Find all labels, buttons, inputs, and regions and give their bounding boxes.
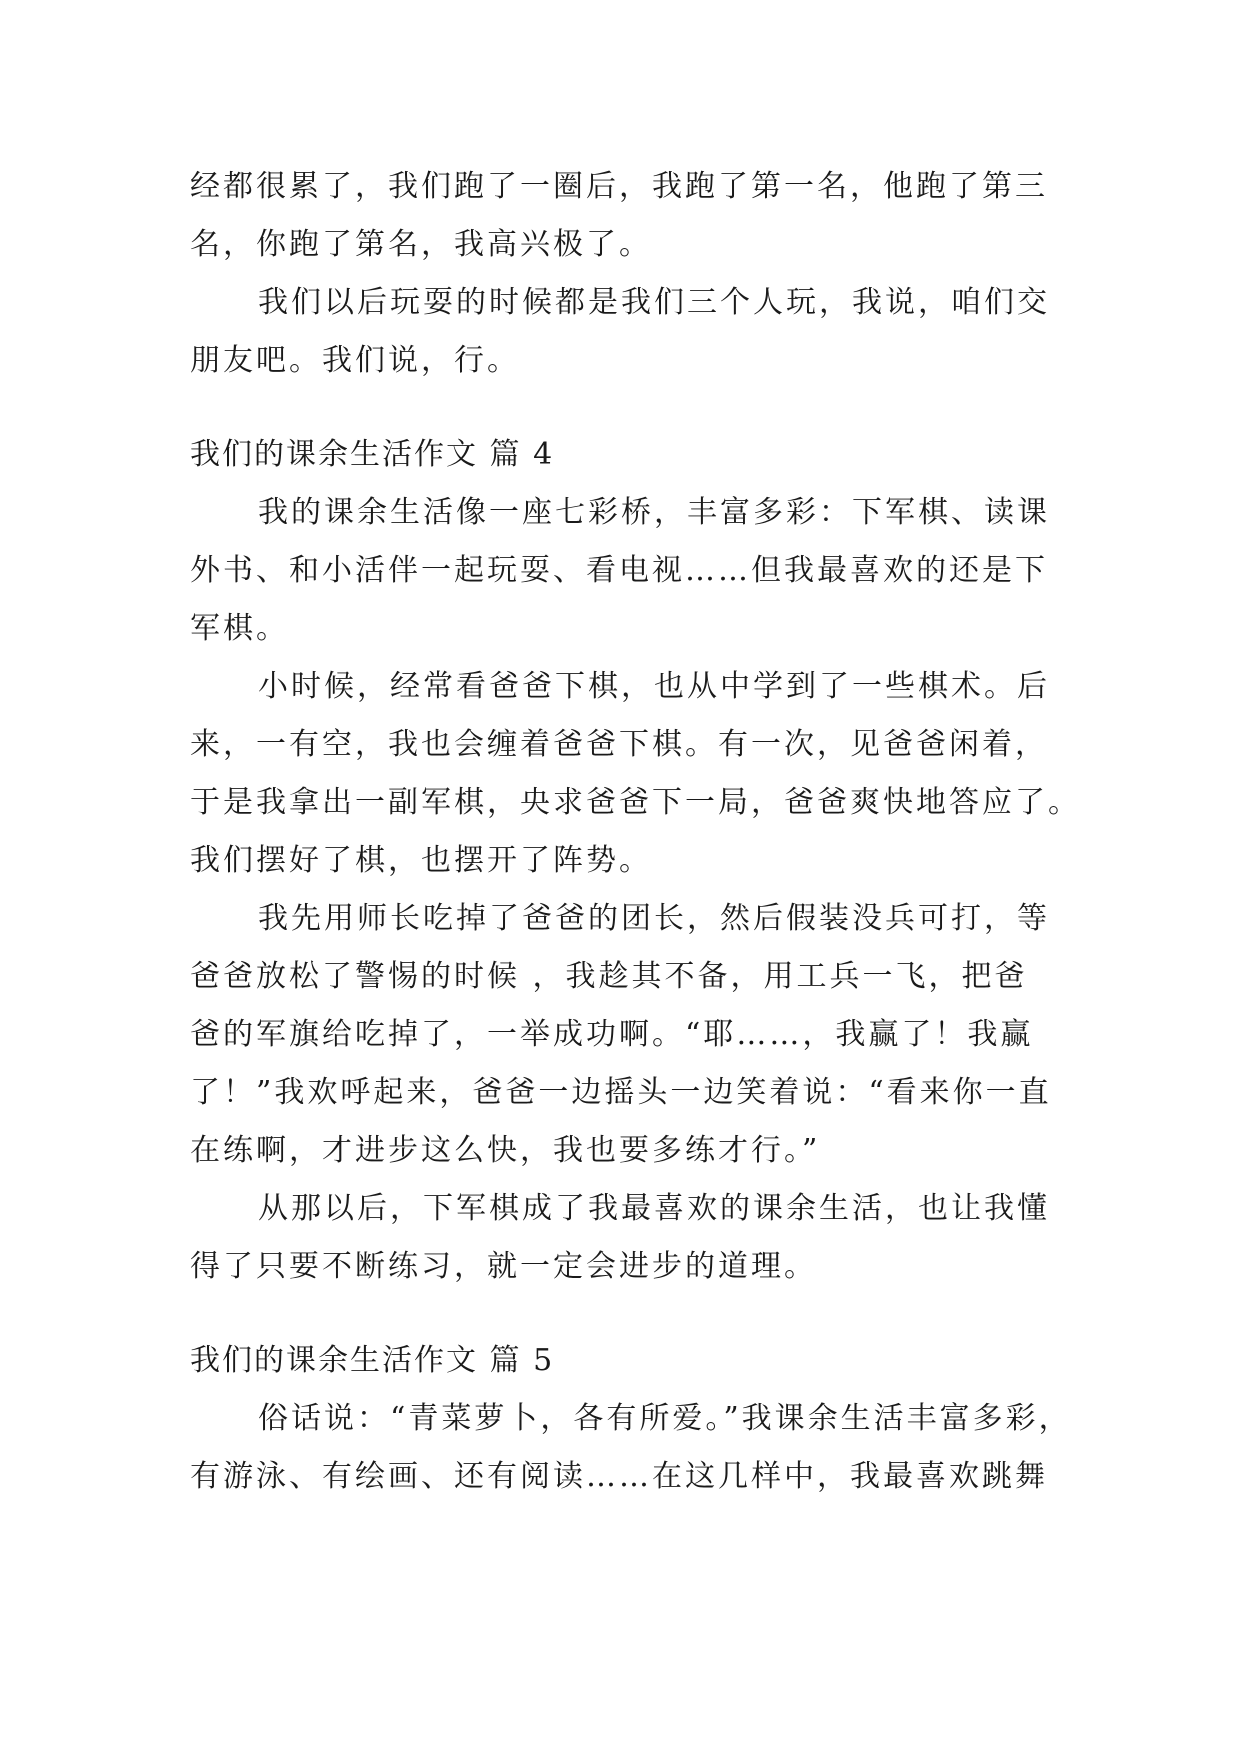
section-heading: 我们的课余生活作文 篇 4 [190,437,555,472]
text-line: 外书、和小活伴一起玩耍、看电视……但我最喜欢的还是下 [190,553,1048,588]
text-line: 在练啊，才进步这么快，我也要多练才行。” [190,1133,821,1168]
text-line: 我的课余生活像一座七彩桥，丰富多彩：下军棋、读课 [258,495,1050,530]
text-line: 经都很累了，我们跑了一圈后，我跑了第一名，他跑了第三 [190,169,1048,204]
text-line: 来，一有空，我也会缠着爸爸下棋。有一次，见爸爸闲着， [190,727,1048,762]
text-line: 有游泳、有绘画、还有阅读……在这几样中，我最喜欢跳舞 [190,1459,1048,1494]
text-line: 从那以后，下军棋成了我最喜欢的课余生活，也让我懂 [258,1191,1050,1226]
text-line: 得了只要不断练习，就一定会进步的道理。 [190,1249,817,1284]
text-line: 军棋。 [190,611,289,646]
text-line: 爸的军旗给吃掉了，一举成功啊。“耶……，我赢了！我赢 [190,1017,1034,1052]
section-heading: 我们的课余生活作文 篇 5 [190,1343,555,1378]
text-line: 了！”我欢呼起来，爸爸一边摇头一边笑着说：“看来你一直 [190,1075,1052,1110]
text-line: 俗话说：“青菜萝卜，各有所爱。”我课余生活丰富多彩， [258,1401,1072,1436]
text-line: 我们以后玩耍的时候都是我们三个人玩，我说，咱们交 [258,285,1050,320]
text-line: 小时候，经常看爸爸下棋，也从中学到了一些棋术。后 [258,669,1050,704]
section-gap [190,390,1060,426]
section-gap [190,1296,1060,1332]
text-line: 名，你跑了第名，我高兴极了。 [190,227,652,262]
text-line: 爸爸放松了警惕的时候 ，我趁其不备，用工兵一飞，把爸 [190,959,1028,994]
text-line: 我们摆好了棋，也摆开了阵势。 [190,843,652,878]
text-line: 我先用师长吃掉了爸爸的团长，然后假装没兵可打，等 [258,901,1050,936]
text-line: 于是我拿出一副军棋，央求爸爸下一局，爸爸爽快地答应了。 [190,785,1081,820]
text-line: 朋友吧。我们说，行。 [190,343,520,378]
document-page [190,158,1081,1506]
